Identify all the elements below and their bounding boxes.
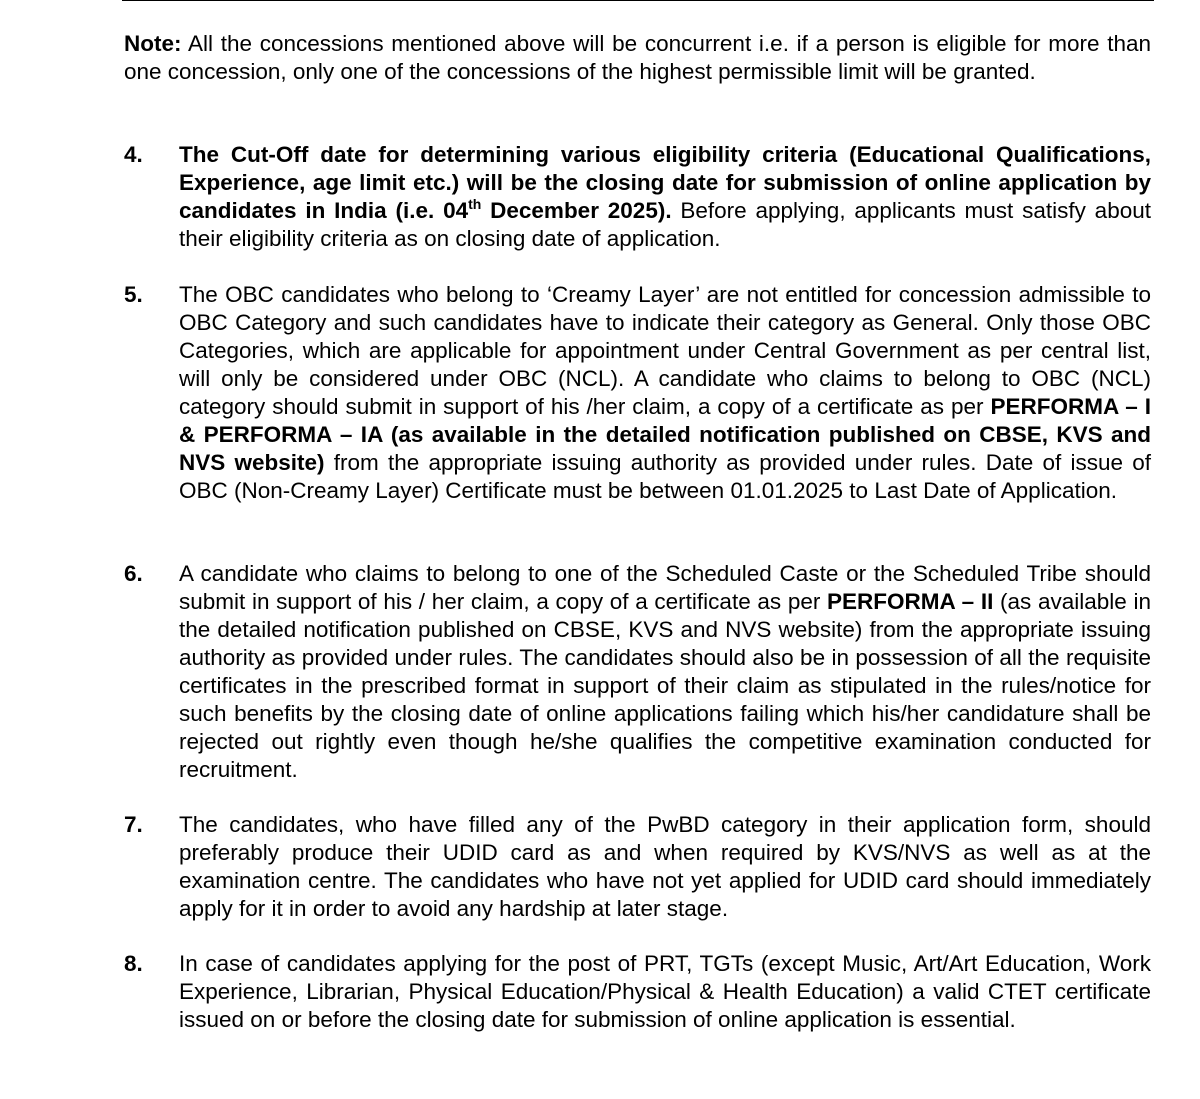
concessions-note [124,30,1151,86]
clause-text: The candidates, who have filled any of the PwBD category in their application form, should preferably produce their UDID card as and when required by KVS/NVS as well as at the examination centre. The candidates who have not yet applied for UDID card should immediately apply for it in order to avoid any hardship at later stage. [179,812,1151,921]
clause-number: 6. [124,561,143,586]
ordinal-suffix: th [468,196,482,212]
cut-off-date-statement-part: The Cut-Off date for determining various eligibility criteria (Educational Qualifications, Experience, age limit etc.) will be the closing date for submission of online application by candidates in India (i.e. 04 [179,142,1151,223]
clause-text-part: (as available in the detailed notification published on CBSE, KVS and NVS website) from the appropriate issuing authority as provided under rules. The candidates should also be in possession of all the requisite certificates in the prescribed format in support of their claim as stipulated in the rules/notice for such benefits by the closing date of online applications failing which his/her candidature shall be rejected out rightly even though he/she qualifies the competitive examination conducted for recruitment. [179,589,1151,782]
clause-number: 4. [124,142,143,167]
clause-7 [124,811,1151,923]
clause-6 [124,560,1151,784]
note-text: All the concessions mentioned above will be concurrent i.e. if a person is eligible for more than one concession, only one of the concessions of the highest permissible limit will be granted. [124,31,1151,84]
clause-text [179,560,1151,784]
top-horizontal-rule [122,0,1154,1]
clause-5 [124,281,1151,505]
note-label: Note: [124,31,182,56]
performa-reference: PERFORMA – II [827,589,994,614]
clause-4 [124,141,1151,253]
clause-text [179,281,1151,505]
clause-text-part: The OBC candidates who belong to ‘Creamy Layer’ are not entitled for concession admissible to OBC Category and such candidates have to indicate their category as General. Only those OBC Categories, which are applicable for appointment under Central Government as per central list, will only be considered under OBC (NCL). A candidate who claims to belong to OBC (NCL) category should submit in support of his /her claim, a copy of a certificate as per [179,282,1151,419]
performa-reference: PERFORMA – I & PERFORMA – IA (as available in the detailed notification published on CBSE, KVS and NVS website) [179,394,1151,475]
cut-off-date-value: December 2025). [481,198,672,223]
clause-text-part: A candidate who claims to belong to one of the Scheduled Caste or the Scheduled Tribe should submit in support of his / her claim, a copy of a certificate as per [179,561,1151,614]
clause-text: In case of candidates applying for the post of PRT, TGTs (except Music, Art/Art Education, Work Experience, Librarian, Physical Education/Physical & Health Education) a valid CTET certificate issued on or before the closing date for submission of online application is essential. [179,951,1151,1032]
clause-number: 8. [124,951,143,976]
clause-8 [124,950,1151,1034]
clause-text-part: from the appropriate issuing authority as provided under rules. Date of issue of OBC (Non-Creamy Layer) Certificate must be between 01.01.2025 to Last Date of Application. [179,450,1151,503]
clause-text [179,141,1151,253]
clause-number: 7. [124,812,143,837]
clause-text-plain: Before applying, applicants must satisfy about their eligibility criteria as on closing date of application. [179,198,1151,251]
clause-number: 5. [124,282,143,307]
